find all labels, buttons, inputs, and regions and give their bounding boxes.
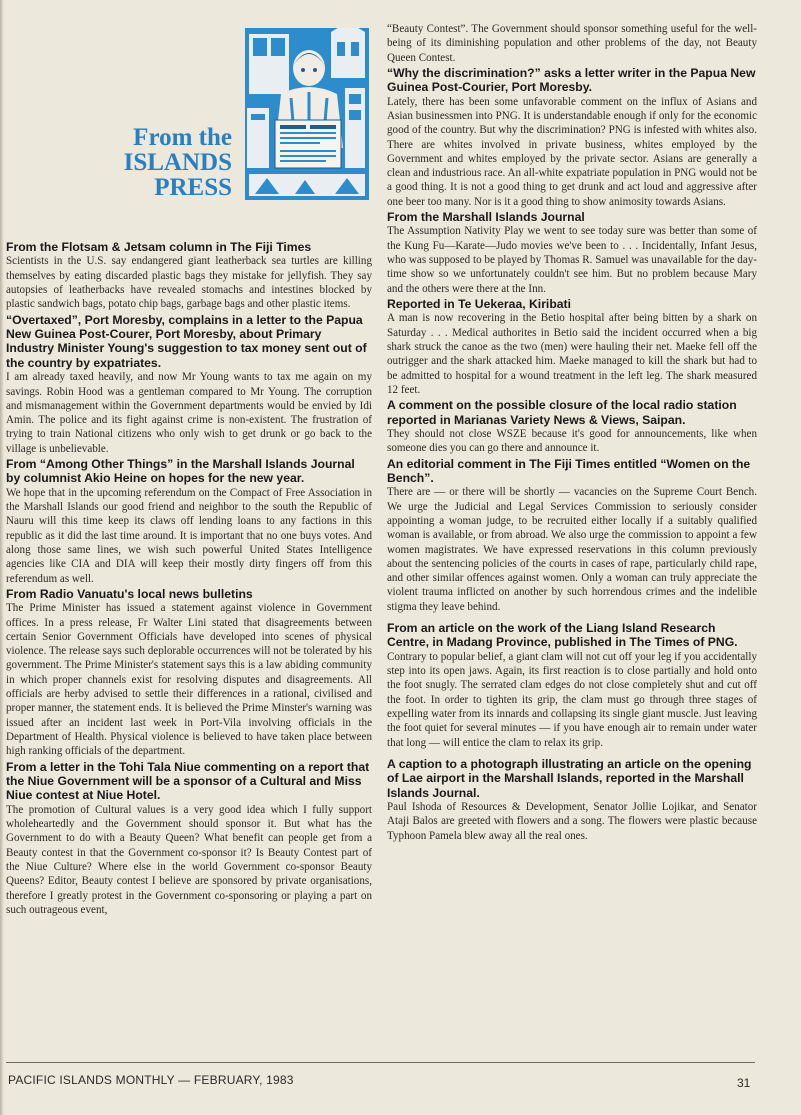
left-column — [6, 240, 372, 918]
masthead-line-1: From the — [133, 124, 232, 151]
article-headline: From “Among Other Things” in the Marshall Islands Journal by columnist Akio Heine on hopes for the new year. — [6, 457, 355, 486]
article — [387, 398, 757, 455]
article — [387, 297, 757, 397]
article-body: The promotion of Cultural values is a very good idea which I fully support wholeheartedly and the Government should sponsor it. But what has the Government to do with a Beauty Queen? What benefit can people get from a Beauty contest in that the Government co-sponsor it? Is Beauty Contest part of the Niue Culture? Where else in the world Government co-sponsor Beauty Queens? Editor, Beauty contest I believe are sponsored by private organisations, therefore I greatly protest in the Government co-sponsoring or playing a part on such outrageous event, — [6, 803, 372, 916]
article-body: I am already taxed heavily, and now Mr Young wants to tax me again on my savings. Robin Hood was a gentleman compared to Mr Young. The corruption and mismanagement within the Government departments would be envied by Idi Amin. The police and its fight against crime is non-existent. The frustration of trying to train National citizens who only wish to get drunk or go back to the village is unbelievable. — [6, 371, 372, 455]
article-headline: From the Marshall Islands Journal — [387, 210, 585, 225]
article — [387, 66, 757, 209]
page-number: 31 — [737, 1076, 751, 1090]
article-body: Contrary to popular belief, a giant clam will not cut off your leg if you accidentally step into its open jaws. Again, its first reaction is to close partially and hold onto the foot snugly. The serrated clam edges do not close completely shut and cut off the foot. In order to tighten its grip, the clam must go through three stages of expelling water from its innards and collapsing its single giant muscle. Just leaving the foot quiet for several minutes — if you have enough air to remain under water that long — will entice the clam to relax its grip. — [387, 650, 757, 749]
article — [6, 240, 372, 312]
article-continuation — [387, 22, 757, 65]
article-body: Lately, there has been some unfavorable comment on the influx of Asians and Asian businessmen into PNG. It is understandable enough if only for the economic good of the country. But why the discrimination? PNG is infested with whites also. There are whites involved in private business, whites employed by the Government and whites employed by the private sector. Asians are generally a clean and industrious race. An all-white expatriate population in PNG would not be a good thing. It is not a good thing to get drunk and act loud and aggressive after one beer too many. Nor is it a good thing to show animosity towards Asians. — [387, 95, 758, 208]
article-body: The Assumption Nativity Play we went to see today sure was better than some of the Kung Fu—Karate—Judo movies we've been to . . . Incidentally, Infant Jesus, who was supposed to be played by Thomas R. Samuel was unavailable for the day-time show so we unfortunately couldn't see him. But no problem because Mary and the others were there at the Inn. — [387, 225, 757, 295]
page-edge-shadow — [0, 0, 4, 1115]
article-body: The Prime Minister has issued a statement against violence in Government offices. In a press release, Fr Walter Lini stated that disagreements between certain Senior Government Officials have developed into scenes of physical violence. The release says such deplorable occurrences will not be tolerated by his government. The Prime Minister's statement says this is a law abiding community in which proper channels exist for resolving disputes and disagreements. All officials are herby advised to settle their differences in a rational, civilised and proper manner, the statement ends. It is believed the Prime Minster's warning was issued after an incident last week in Port-Vila involving officials in the Department of Health. Physical violence is believed to have taken place between high ranking officials of the department. — [6, 602, 372, 758]
article-headline: “Overtaxed”, Port Moresby, complains in a letter to the Papua New Guinea Post-Courer, Port Moresby, about Primary Industry Minister Young's suggestion to tax money sent out of the country by expatriates. — [6, 312, 367, 370]
article-headline: Reported in Te Uekeraa, Kiribati — [387, 296, 571, 311]
article — [6, 760, 372, 918]
article — [6, 587, 372, 759]
newspaper-reader-illustration — [245, 28, 369, 200]
article-body: They should not close WSZE because it's good for announcements, like when someone dies you can go there and announce it. — [387, 427, 757, 455]
article-body: “Beauty Contest”. The Government should sponsor something useful for the well-being of its diminishing population and other problems of the day, not Beauty Queen Contest. — [387, 23, 757, 64]
article-headline: From the Flotsam & Jetsam column in The Fiji Times — [6, 240, 312, 254]
article-body: A man is now recovering in the Betio hospital after being bitten by a shark on Saturday . . . Medical authorites in Betio said the incident occurred when a big shark struck the canoe as the two (men) were hauling their net. Maeke fell off the outrigger and the shark attacked him. Maeke managed to kill the shark but had to be admitted to hospital for a wound treatment in the left leg. The shark measured 12 feet. — [387, 312, 757, 396]
article-body: Paul Ishoda of Resources & Development, Senator Jollie Lojikar, and Senator Ataji Balos are greeted with flowers and a song. The flowers were plastic because Typhoon Pamela blew away all the real ones. — [387, 801, 757, 842]
article-body: We hope that in the upcoming referendum on the Compact of Free Association in the Marshall Islands our good friend and neighbor to the south the Republic of Nauru will this time keep its claws off lending loans to any factions in this republic as it did the last time around. It is important that no one buys votes. And along those same lines, we wish such powerful United States Intelligence agencies like CIA and DIA will keep their mostly dirty fingers off from this referendum as well. — [6, 486, 372, 585]
section-masthead — [90, 125, 232, 200]
footer-divider — [6, 1062, 755, 1063]
footer-publication: PACIFIC ISLANDS MONTHLY — FEBRUARY, 1983 — [8, 1073, 294, 1087]
article-headline: From Radio Vanuatu's local news bulletins — [6, 586, 253, 601]
article — [6, 313, 372, 456]
right-column — [387, 22, 757, 844]
article — [6, 457, 372, 586]
masthead-line-2: ISLANDS — [123, 149, 232, 176]
article-headline: From an article on the work of the Liang Island Research Centre, in Madang Province, published in The Times of PNG. — [387, 621, 738, 650]
article-body: There are — or there will be shortly — vacancies on the Supreme Court Bench. We urge the Judicial and Legal Services Commission to seriously consider appointing a woman judge, to be recruited either locally if a suitably qualified woman is available, or from abroad. We also urge the commission to appoint a few women magistrates. We have expressed reservations in this column previously about the sentencing policies of the courts in cases of rape, particularly child rape, and other similar offences against women. Only a woman can truly appreciate the violent trauma inflicted on another by such horrendous crimes and the indelible stigma they leave behind. — [387, 486, 757, 613]
masthead-illustration — [245, 28, 369, 200]
article-headline: A comment on the possible closure of the local radio station reported in Marianas Variety News & Views, Saipan. — [387, 398, 737, 427]
article — [387, 457, 757, 614]
article — [387, 621, 757, 750]
article — [387, 210, 757, 296]
article-headline: An editorial comment in The Fiji Times entitled “Women on the Bench”. — [387, 456, 751, 485]
article — [387, 757, 757, 843]
article-headline: From a letter in the Tohi Tala Niue commenting on a report that the Niue Government will be a sponsor of a Cultural and Miss Niue contest at Niue Hotel. — [6, 759, 370, 803]
masthead-line-3: PRESS — [154, 174, 232, 201]
article-body: Scientists in the U.S. say endangered giant leatherback sea turtles are killing themselves by eating discarded plastic bags they mistake for jellyfish. They say autopsies of leatherbacks have revealed stomachs and intestines blocked by plastic sandwich bags, potato chip bags, garbage bags and other plastic items. — [6, 255, 372, 311]
article-headline: A caption to a photograph illustrating an article on the opening of Lae airport in the Marshall Islands, reported in the Marshall Islands Journal. — [387, 756, 752, 800]
article-headline: “Why the discrimination?” asks a letter writer in the Papua New Guinea Post-Courier, Port Moresby. — [387, 65, 756, 95]
